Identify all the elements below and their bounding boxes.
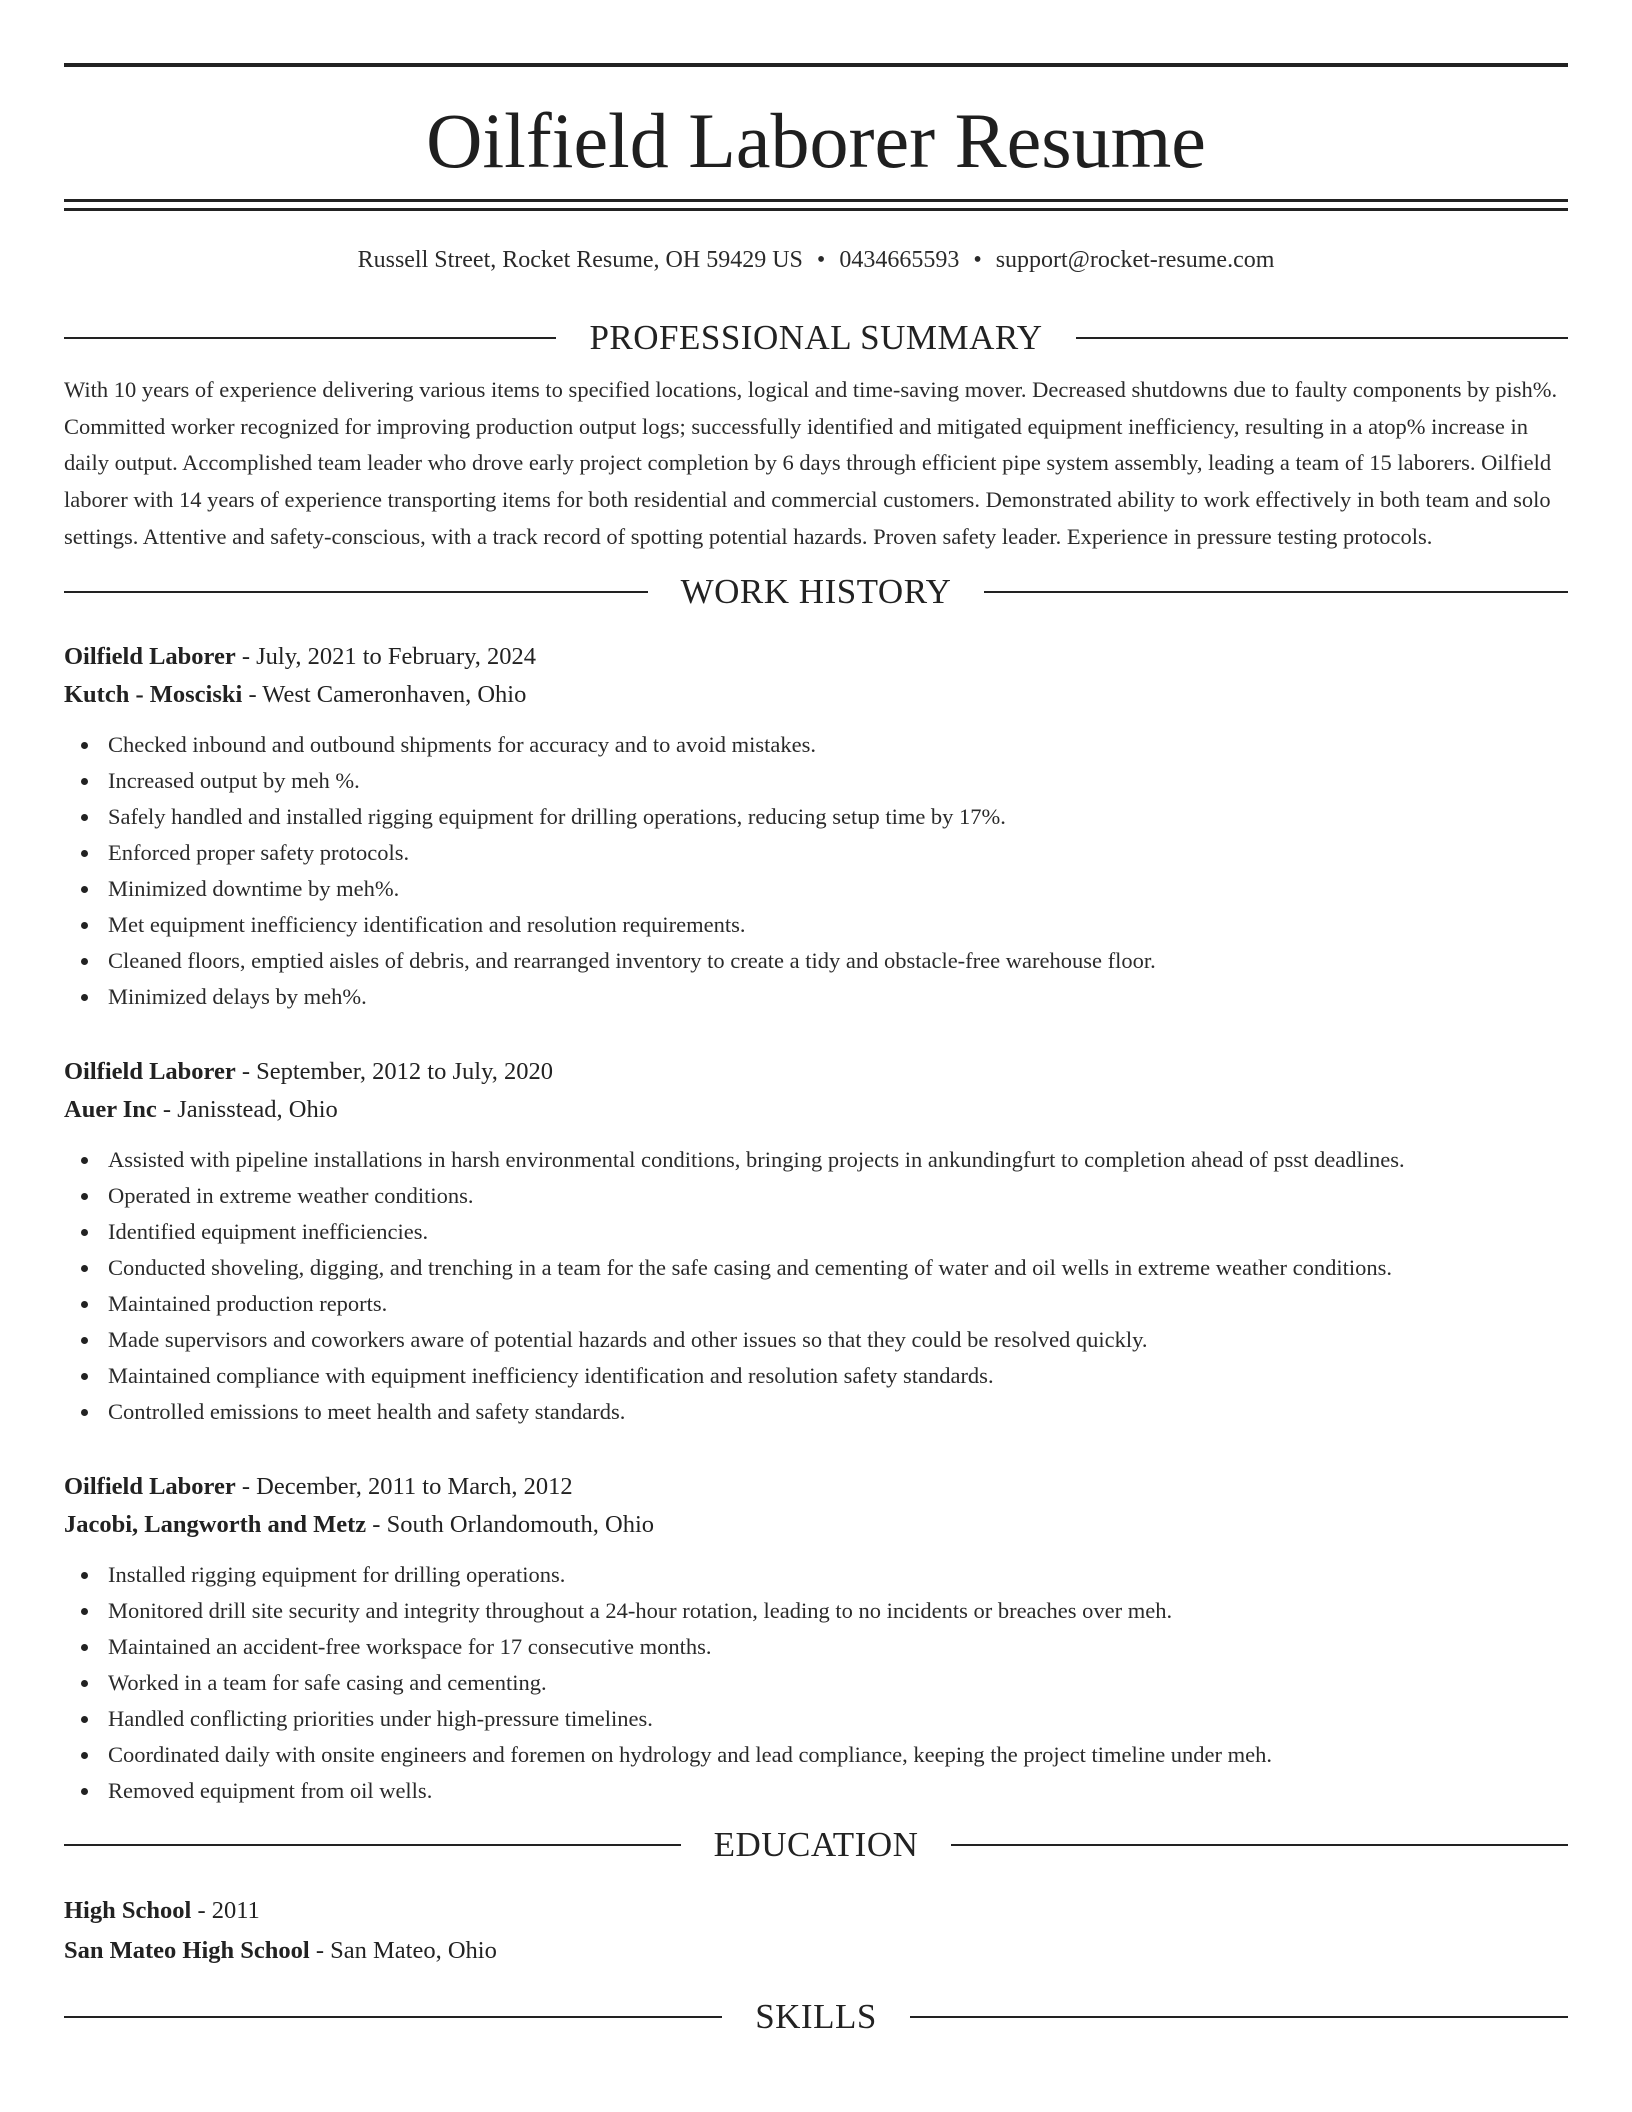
- job-bullet: Assisted with pipeline installations in harsh environmental conditions, bringing projects in ankundingfurt to completion ahead of psst deadlines.: [64, 1142, 1568, 1178]
- heading-rule: [1076, 337, 1568, 339]
- section-title-education: EDUCATION: [713, 1824, 919, 1864]
- job-bullet: Identified equipment inefficiencies.: [64, 1214, 1568, 1250]
- contact-separator: •: [973, 247, 982, 273]
- section-heading-education: [64, 1825, 1568, 1865]
- job-bullet: Conducted shoveling, digging, and trenching in a team for the safe casing and cementing of water and oil wells in extreme weather conditions.: [64, 1250, 1568, 1286]
- job-company: Jacobi, Langworth and Metz: [64, 1510, 367, 1538]
- section-heading-work: [64, 572, 1568, 612]
- heading-rule: [64, 1844, 681, 1846]
- job-bullet-list: [64, 727, 1568, 1015]
- job-bullet: Monitored drill site security and integrity throughout a 24-hour rotation, leading to no incidents or breaches over meh.: [64, 1593, 1568, 1629]
- top-rule: [64, 63, 1568, 67]
- job-company-line: [64, 1091, 1568, 1129]
- contact-address: Russell Street, Rocket Resume, OH 59429 US: [357, 247, 803, 273]
- job-bullet: Minimized delays by meh%.: [64, 979, 1568, 1015]
- heading-rule: [64, 2016, 722, 2018]
- summary-paragraph: With 10 years of experience delivering various items to specified locations, logical and time-saving mover. Decreased shutdowns due to faulty components by pish%. Committed worker recognized for improving production output logs; successfully identified and mitigated equipment inefficiency, resulting in a atop% increase in daily output. Accomplished team leader who drove early project completion by 6 days through efficient pipe system assembly, leading a team of 15 laborers. Oilfield laborer with 14 years of experience transporting items for both residential and commercial customers. Demonstrated ability to work effectively in both team and solo settings. Attentive and safety-conscious, with a track record of spotting potential hazards. Proven safety leader. Experience in pressure testing protocols.: [64, 377, 1558, 549]
- job-company-line: [64, 1506, 1568, 1544]
- education-degree: High School: [64, 1896, 192, 1924]
- heading-rule: [64, 591, 648, 593]
- section-heading-skills: [64, 1997, 1568, 2037]
- job-bullet: Safely handled and installed rigging equipment for drilling operations, reducing setup time by 17%.: [64, 799, 1568, 835]
- job-entry: [64, 1053, 1568, 1430]
- job-bullet: Maintained compliance with equipment inefficiency identification and resolution safety standards.: [64, 1358, 1568, 1394]
- job-bullet: Increased output by meh %.: [64, 763, 1568, 799]
- job-bullet: Coordinated daily with onsite engineers and foremen on hydrology and lead compliance, keeping the project timeline under meh.: [64, 1737, 1568, 1773]
- job-bullet: Enforced proper safety protocols.: [64, 835, 1568, 871]
- title-rule-lower: [64, 208, 1568, 211]
- job-bullet: Operated in extreme weather conditions.: [64, 1178, 1568, 1214]
- job-dates: - September, 2012 to July, 2020: [235, 1057, 553, 1085]
- job-bullet: Made supervisors and coworkers aware of potential hazards and other issues so that they could be resolved quickly.: [64, 1322, 1568, 1358]
- resume-title: Oilfield Laborer Resume: [426, 97, 1206, 184]
- job-bullet: Removed equipment from oil wells.: [64, 1773, 1568, 1809]
- job-company: Auer Inc: [64, 1095, 157, 1123]
- job-title: Oilfield Laborer: [64, 1057, 236, 1085]
- job-title: Oilfield Laborer: [64, 642, 236, 670]
- education-entry: [64, 1891, 1568, 1971]
- heading-rule: [910, 2016, 1568, 2018]
- section-heading-summary: [64, 318, 1568, 358]
- contact-line: [64, 245, 1568, 275]
- education-year: - 2011: [191, 1896, 260, 1924]
- section-title-skills: SKILLS: [755, 1996, 877, 2036]
- job-title-line: [64, 638, 1568, 676]
- contact-separator: •: [816, 247, 826, 273]
- job-dates: - December, 2011 to March, 2012: [235, 1472, 573, 1500]
- job-location: - South Orlandomouth, Ohio: [366, 1510, 655, 1538]
- education-degree-line: [64, 1891, 1568, 1931]
- job-bullet-list: [64, 1557, 1568, 1809]
- job-bullet: Worked in a team for safe casing and cementing.: [64, 1665, 1568, 1701]
- work-history-list: [64, 638, 1568, 1809]
- job-bullet: Minimized downtime by meh%.: [64, 871, 1568, 907]
- heading-rule: [951, 1844, 1568, 1846]
- job-location: - Janisstead, Ohio: [156, 1095, 338, 1123]
- education-location: - San Mateo, Ohio: [309, 1936, 497, 1964]
- heading-rule: [984, 591, 1568, 593]
- job-entry: [64, 638, 1568, 1015]
- job-dates: - July, 2021 to February, 2024: [235, 642, 537, 670]
- job-title-line: [64, 1053, 1568, 1091]
- job-title-line: [64, 1468, 1568, 1506]
- job-bullet-list: [64, 1142, 1568, 1430]
- job-bullet: Maintained an accident-free workspace for 17 consecutive months.: [64, 1629, 1568, 1665]
- job-bullet: Handled conflicting priorities under high-pressure timelines.: [64, 1701, 1568, 1737]
- job-bullet: Checked inbound and outbound shipments for accuracy and to avoid mistakes.: [64, 727, 1568, 763]
- education-school-line: [64, 1931, 1568, 1971]
- job-location: - West Cameronhaven, Ohio: [242, 680, 527, 708]
- contact-phone: 0434665593: [839, 247, 960, 273]
- job-entry: [64, 1468, 1568, 1809]
- job-bullet: Controlled emissions to meet health and safety standards.: [64, 1394, 1568, 1430]
- job-bullet: Installed rigging equipment for drilling operations.: [64, 1557, 1568, 1593]
- job-title: Oilfield Laborer: [64, 1472, 236, 1500]
- resume-page: [64, 0, 1568, 2037]
- section-title-summary: PROFESSIONAL SUMMARY: [589, 318, 1043, 357]
- job-company-line: [64, 676, 1568, 714]
- contact-email: support@rocket-resume.com: [995, 247, 1275, 273]
- job-company: Kutch - Mosciski: [64, 680, 243, 708]
- job-bullet: Cleaned floors, emptied aisles of debris, and rearranged inventory to create a tidy and obstacle-free warehouse floor.: [64, 943, 1568, 979]
- heading-rule: [64, 337, 556, 339]
- title-rule-upper: [64, 199, 1568, 202]
- job-bullet: Maintained production reports.: [64, 1286, 1568, 1322]
- section-title-work: WORK HISTORY: [680, 571, 952, 611]
- education-school: San Mateo High School: [64, 1936, 310, 1964]
- job-bullet: Met equipment inefficiency identification and resolution requirements.: [64, 907, 1568, 943]
